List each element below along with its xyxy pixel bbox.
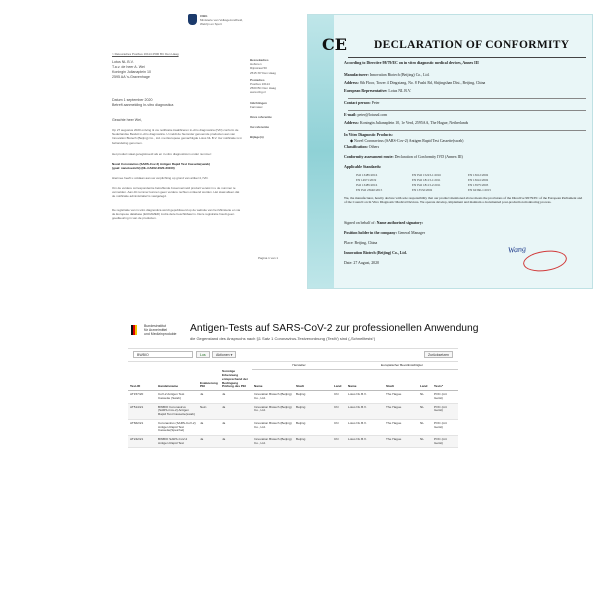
column-header[interactable]: Stadt [384, 369, 418, 390]
standard: EN 13612:2002 [468, 173, 489, 177]
side-line: www.cibg.nl [250, 90, 266, 95]
side-line: Bijlage(n) [250, 135, 264, 140]
institute-line: für Arzneimittel [144, 328, 168, 332]
table-cell: Innovation Biotech (Beijing) Co., Ltd. [252, 403, 294, 419]
letter-paragraph: Op 27 augustus 2020 ontving ik uw notificatie kwalificeren in-vitro diagnostica (IVD) conform de Nederlandse Besluit in-vitro diagnostica. U meldt de hieronder genoemde producten aan van Innovation Biotech (Beijing) Co., Ltd. met Europese gemachtigde Lotus NL B.V. Uw notificatie is in behandeling genomen. [112, 128, 243, 145]
table-cell: Ja [198, 391, 220, 403]
column-header[interactable]: Test-ID [128, 369, 156, 390]
table-cell: Ja [220, 403, 252, 419]
actions-menu-button[interactable]: Aktionen ▾ [212, 351, 236, 358]
table-toolbar [128, 348, 458, 362]
table-cell: Ja [220, 419, 252, 435]
table-cell: Innovation Biotech (Beijing) Co., Ltd. [252, 391, 294, 403]
value: Koningin Julianaplein 10, 1e Verd, 2595AA, The Hague, Netherlands [359, 121, 469, 125]
value: Beijing, China [354, 241, 378, 245]
org-line: CIBG [200, 14, 208, 18]
letter-salutation: Geachte heer Wei, [112, 118, 142, 122]
page-subtitle: die Gegenstand des Anspruchs nach §1 Satz 1 Coronavirus-Testverordnung (TestV) sind („Schnelltests“) [190, 336, 376, 341]
classification-row [344, 145, 586, 149]
standard: EN 62366-1:2015 [468, 188, 491, 192]
label: European Representative: [344, 89, 388, 93]
standard: EN ISO 18113-2:2011 [412, 183, 441, 187]
table-cell: Ja [220, 435, 252, 447]
value: Declaration of Conformity IVD (Annex III) [394, 155, 463, 159]
label: Signed on behalf of: [344, 221, 376, 225]
letter-paragraph: Om de verdere correspondentie betreffende bovenvermeld product vereist in u de nummer te vermelden. Aan dit nummer kunnen geen verdere rechten ontleend worden. Het staat alleen dat de notificatie administratief is vastgelegd. [112, 186, 240, 199]
label: Name authorized signatory: [376, 221, 424, 225]
table-cell: AT662/21 [128, 419, 156, 435]
table-cell: Beijing [294, 391, 332, 403]
table-cell: CN [332, 435, 346, 447]
standard: EN 13532:2002 [412, 188, 433, 192]
standard: EN 13641:2002 [468, 178, 489, 182]
standard: ISO 13485:2016 [356, 183, 378, 187]
table-cell: AT157/20 [128, 391, 156, 403]
table-cell: Ja [198, 435, 220, 447]
letter-product-reg: (goal: nanotoezicht) (NL-CA002-2020-33100) [112, 166, 175, 170]
org-line: Welzijn en Sport [200, 22, 222, 27]
side-line: Bezoekadres [250, 58, 269, 62]
manufacturer-row [344, 73, 586, 77]
label: E-mail: [344, 113, 357, 117]
label: Position holder in the company: [344, 231, 397, 235]
table-cell: Lotus NL B.V. [346, 403, 384, 419]
table-cell: POC (mit Gerät) [432, 419, 458, 435]
cibg-letter [100, 10, 298, 272]
table-cell: Lotus NL B.V. [346, 435, 384, 447]
value: 8th Floor, Tower 4 Dingxiang, No. 8 Fushi Rd, Shijingshan Dist., Beijing, China [359, 81, 486, 85]
value: Novel Coronavirus (SARS-Cov-2) Antigen Rapid Test Cassette(swab) [353, 139, 464, 143]
column-header[interactable]: Evaluierung PEI [198, 369, 220, 390]
column-header[interactable]: Tests* [432, 369, 458, 390]
standard: EN ISO 18113-1:2011 [412, 178, 441, 182]
table-cell: CN [332, 419, 346, 435]
value: Innovation Biotech (Beijing) Co., Ltd. [369, 73, 430, 77]
divider [348, 110, 586, 111]
side-line: Postbus 16114 [250, 82, 270, 87]
table-cell: NL [418, 391, 432, 403]
table-cell: The Hague [384, 435, 418, 447]
certificate-title: DECLARATION OF CONFORMITY [374, 39, 570, 51]
label: Place: [344, 241, 354, 245]
letter-paragraph: De registratie van in-vitro diagnostica wordt gepubliceerd op de website van het Ministerie en via de Europese database (EUDAMED) zodra deze beschikbaar is. Deze registratie houdt geen goedkeuring in van de producten. [112, 208, 241, 221]
search-input[interactable]: BWBIO [133, 351, 193, 358]
reset-button[interactable]: Zurücksetzen [424, 351, 453, 358]
table-cell: AT242/21 [128, 435, 156, 447]
eurep-row [344, 89, 586, 93]
value: Lotus NL B.V. [388, 89, 412, 93]
letter-side-column [250, 58, 294, 140]
ivd-label: In Vitro Diagnostic Products: [344, 133, 393, 137]
label: Manufacturer: [344, 73, 369, 77]
group-header-manufacturer: Hersteller [252, 363, 346, 369]
table-cell: Nein [198, 403, 220, 419]
side-line: Rijnstraat 50 [250, 66, 267, 71]
ivd-product: ◆ Novel Coronavirus (SARS-Cov-2) Antigen Rapid Test Cassette(swab) [350, 139, 464, 143]
table-cell: Innovation Biotech (Beijing) Co., Ltd. [252, 419, 294, 435]
table-row [128, 419, 458, 435]
address-row [344, 81, 586, 85]
page-number: Pagina 1 van 1 [258, 256, 279, 260]
value: Peter [371, 101, 380, 105]
eu-address-row [344, 121, 586, 125]
table-cell: BWBIO SARS-CoV-2 Antigen Rapid Test [156, 435, 198, 447]
date-row: Date: 27 August, 2020 [344, 261, 380, 265]
table-cell: AT514/21 [128, 403, 156, 419]
standard: EN ISO 15223-1:2016 [412, 173, 441, 177]
side-line: Hoftoren [250, 62, 262, 67]
column-header[interactable]: Land [418, 369, 432, 390]
place-row [344, 241, 586, 245]
label: Address: [344, 121, 359, 125]
company-row: Innovation Biotech (Beijing) Co., Ltd. [344, 251, 407, 255]
addressee-line: Koningin Julianaplein 10 [112, 70, 151, 74]
signed-row [344, 221, 586, 225]
side-line: Uw referentie [250, 125, 270, 130]
page-title: Antigen-Tests auf SARS-CoV-2 zur professionellen Anwendung [190, 323, 479, 334]
email-row [344, 113, 586, 117]
letter-org-block [200, 14, 260, 27]
column-header[interactable]: Handelsname [156, 369, 198, 390]
group-header-eu-rep: Europäischer Bevollmächtigter [346, 363, 458, 369]
table-cell: POC (mit Gerät) [432, 391, 458, 403]
divider [348, 98, 586, 99]
position-row [344, 231, 586, 235]
conformity-row [344, 155, 586, 159]
addressee-line: Lotus NL B.V. [112, 60, 134, 64]
value: General Manager [397, 231, 425, 235]
side-line: 2500 BC Den Haag [250, 86, 277, 91]
standards-label: Applicable Standards: [344, 165, 382, 169]
table-cell: NL [418, 435, 432, 447]
return-address: > Retouradres Postbus 16114 2500 BC Den Haag [112, 52, 179, 56]
addressee-line: T.a.v. de heer A. Wei [112, 65, 145, 69]
letter-subject: Betreft aanmelding In-vitro diagnostica [112, 103, 174, 107]
table-cell: POC (mit Gerät) [432, 435, 458, 447]
side-line: 2515 XP Den Haag [250, 70, 276, 75]
table-row [128, 403, 458, 419]
org-line: Ministerie van Volksgezondheid, [200, 18, 243, 23]
column-header[interactable]: Name [252, 369, 294, 390]
table-cell: Beijing [294, 419, 332, 435]
decorative-border [308, 15, 334, 288]
table-row [128, 435, 458, 447]
letter-product-name: Novel Coronavirus (SARS-Cov-2) Antigen Rapid Test Cassette(swab) [112, 162, 210, 166]
standard: ISO 13485:2016 [356, 173, 378, 177]
standard: EN 13975:2003 [468, 183, 489, 187]
institute-line: und Medizinprodukte [144, 332, 177, 336]
table-cell: NL [418, 403, 432, 419]
table-cell: Innovation Biotech (Beijing) Co., Ltd. [252, 435, 294, 447]
table-cell: BWBIO Coronavirus (SARS-Cov-2) Antigen Rapid Test Cassette(swab) [156, 403, 198, 419]
table-cell: CN [332, 391, 346, 403]
column-header[interactable]: Name [346, 369, 384, 390]
search-button[interactable]: Los [196, 351, 210, 358]
contact-row [344, 101, 586, 105]
side-line: Farmatec [250, 104, 263, 109]
column-header[interactable]: Sonstige Erkennung entsprechend der Bedingung Prüfung des PEI [220, 369, 252, 390]
label: Address: [344, 81, 359, 85]
institute-line: Bundesinstitut [144, 324, 166, 328]
table-cell: CoV-2 Antigen Test Cassette (Swab) [156, 391, 198, 403]
table-cell: Beijing [294, 435, 332, 447]
eagle-icon [131, 325, 141, 335]
table-cell: Ja [220, 391, 252, 403]
directive-line: According to Directive 98/79/EC on in vitro diagnostic medical devices, Annex III [344, 61, 479, 65]
table-row [128, 391, 458, 403]
coat-of-arms-icon [188, 14, 197, 25]
table-cell: The Hague [384, 419, 418, 435]
table-cell: Coronavirus (SARS-CoV-2) Antigen Rapid Test Cassette(Speichel) [156, 419, 198, 435]
side-line: Inlichtingen [250, 100, 267, 105]
label: Contact person: [344, 101, 371, 105]
standard: EN ISO 23640:2015 [356, 188, 383, 192]
addressee-block [112, 60, 242, 80]
table-cell: Beijing [294, 403, 332, 419]
header-row [128, 369, 458, 390]
side-line: Postadres [250, 77, 265, 82]
label: Classification: [344, 145, 368, 149]
ce-mark: CE [322, 35, 347, 54]
column-header[interactable]: Land [332, 369, 346, 390]
table-cell: Lotus NL B.V. [346, 391, 384, 403]
value: Others [368, 145, 380, 149]
table-cell: The Hague [384, 403, 418, 419]
signature: Wang [507, 244, 527, 255]
divider [348, 57, 586, 58]
institute-name [144, 324, 184, 336]
letter-paragraph: Het product staat geregistreerd als en in-vitro diagnosticum onder nummer: [112, 152, 212, 156]
declaration-text: We, the manufacturer, hereby declare with sole responsibility that our product mentioned above meets the provisions of the Directive 98/79/EC of the European Parliament and of the Council on In Vitro Diagnostic Medical Devices. We operate develop, implement and maintain a documented post-production monitoring process. [344, 196, 583, 205]
antigen-tests-table [128, 363, 458, 448]
standard: EN 14971:2019 [356, 178, 377, 182]
label: Conformity assessment route: [344, 155, 394, 159]
table-cell: Ja [198, 419, 220, 435]
table-cell: Lotus NL B.V. [346, 419, 384, 435]
divider [348, 130, 586, 131]
table-cell: The Hague [384, 391, 418, 403]
letter-paragraph: Hiermee heeft u voldaan aan uw verplichting op grond van artikel 4, IVD. [112, 176, 209, 180]
value: peter@lotusnl.com [357, 113, 388, 117]
column-header[interactable]: Stadt [294, 369, 332, 390]
declaration-of-conformity [307, 14, 593, 289]
addressee-line: 2595 AA 's-Gravenhage [112, 75, 150, 79]
letter-date: Datum 1 september 2020 [112, 98, 153, 102]
table-cell: CN [332, 403, 346, 419]
side-line: Onze referentie [250, 115, 272, 120]
table-cell: NL [418, 419, 432, 435]
table-cell: POC (mit Gerät) [432, 403, 458, 419]
bfarm-antigen-list [128, 322, 479, 445]
